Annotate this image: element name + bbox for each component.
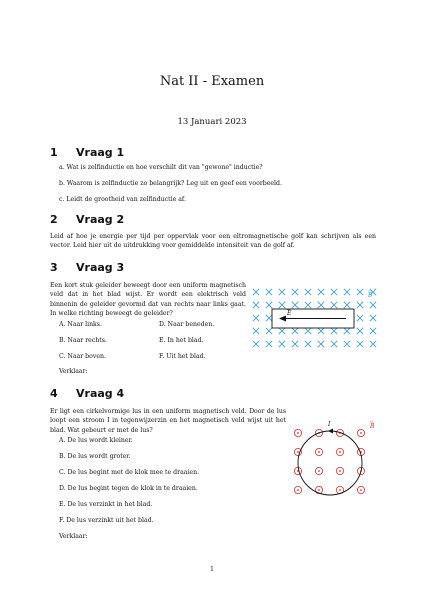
field-cross bbox=[292, 302, 298, 308]
question-1c: c. Leidt de grootheid van zelfinductie af. bbox=[59, 196, 186, 203]
field-cross bbox=[344, 289, 350, 295]
section-4-heading: 4 Vraag 4 bbox=[50, 387, 125, 400]
field-dot-center bbox=[297, 489, 299, 491]
figure-field-into-page bbox=[250, 286, 380, 352]
field-cross bbox=[331, 328, 337, 334]
b-field-label-3: B bbox=[368, 292, 373, 299]
field-cross bbox=[357, 315, 363, 321]
option-4d: D. De lus begint tegen de klok in te draaien. bbox=[59, 485, 198, 492]
option-4a: A. De lus wordt kleiner. bbox=[59, 437, 133, 444]
section-1-heading: 1 Vraag 1 bbox=[50, 146, 125, 159]
field-cross bbox=[266, 315, 272, 321]
current-loop bbox=[298, 431, 362, 495]
field-cross bbox=[266, 341, 272, 347]
page-number: 1 bbox=[210, 566, 214, 573]
explain-4: Verklaar: bbox=[59, 533, 88, 540]
field-cross bbox=[292, 328, 298, 334]
field-cross bbox=[331, 341, 337, 347]
field-cross bbox=[344, 341, 350, 347]
field-cross bbox=[370, 302, 376, 308]
option-3b: B. Naar rechts. bbox=[59, 337, 107, 344]
b-field-label-4: B bbox=[370, 423, 375, 430]
field-dot-center bbox=[318, 470, 320, 472]
option-4f: F. De lus verzinkt uit het blad. bbox=[59, 517, 154, 524]
field-dot-center bbox=[297, 432, 299, 434]
field-cross bbox=[253, 289, 259, 295]
page-title: Nat II - Examen bbox=[159, 74, 265, 89]
field-cross bbox=[253, 328, 259, 334]
question-1a: a. Wat is zelfinductie en hoe verschilt dit van "gewone" inductie? bbox=[59, 164, 263, 171]
field-cross bbox=[305, 341, 311, 347]
field-dot-center bbox=[318, 451, 320, 453]
field-cross bbox=[357, 289, 363, 295]
current-arrowhead bbox=[328, 429, 333, 434]
field-cross bbox=[357, 341, 363, 347]
field-cross bbox=[318, 289, 324, 295]
field-cross bbox=[292, 289, 298, 295]
field-dot-center bbox=[360, 489, 362, 491]
exam-date: 13 Januari 2023 bbox=[177, 117, 247, 127]
explain-3: Verklaar: bbox=[59, 368, 88, 375]
field-dot-center bbox=[297, 451, 299, 453]
field-dot-center bbox=[318, 489, 320, 491]
field-dot-center bbox=[339, 451, 341, 453]
field-cross bbox=[279, 289, 285, 295]
field-cross bbox=[305, 289, 311, 295]
field-dot-center bbox=[360, 432, 362, 434]
field-cross bbox=[305, 302, 311, 308]
field-cross bbox=[253, 341, 259, 347]
field-cross bbox=[370, 315, 376, 321]
option-4b: B. De lus wordt groter. bbox=[59, 453, 131, 460]
field-dot-center bbox=[339, 470, 341, 472]
field-cross bbox=[253, 315, 259, 321]
option-3d: D. Naar beneden. bbox=[159, 321, 215, 328]
field-cross bbox=[292, 341, 298, 347]
question-1b: b. Waarom is zelfinductie zo belangrijk? Leg uit en geef een voorbeeld. bbox=[59, 180, 282, 187]
question-4-text: Er ligt een cirkelvormige lus in een uniform magnetisch veld. Door de lus loopt een stroom I in tegenwijzerzin en het magnetisch veld wijst uit het blad. Wat gebeurt er met de lus? bbox=[50, 408, 286, 434]
field-cross bbox=[370, 328, 376, 334]
field-cross bbox=[318, 341, 324, 347]
field-cross bbox=[318, 328, 324, 334]
field-cross bbox=[357, 302, 363, 308]
question-2-text: Leid af hoe je energie per tijd per oppervlak voor een eltromagnetische golf kan schrijven als een vector. Leid hier uit de uitdrukking voor gemiddelde intensiteit van de golf af. bbox=[50, 233, 376, 250]
figure-field-out-of-page bbox=[288, 408, 378, 500]
field-cross bbox=[279, 302, 285, 308]
field-cross bbox=[344, 302, 350, 308]
option-3f: F. Uit het blad. bbox=[159, 353, 206, 360]
option-3e: E. In het blad. bbox=[159, 337, 204, 344]
field-cross bbox=[266, 302, 272, 308]
section-3-heading: 3 Vraag 3 bbox=[50, 261, 125, 274]
field-cross bbox=[266, 289, 272, 295]
option-3a: A. Naar links. bbox=[59, 321, 102, 328]
field-cross bbox=[357, 328, 363, 334]
option-4c: C. De lus begint met de klok mee te draaien. bbox=[59, 469, 200, 476]
field-cross bbox=[370, 341, 376, 347]
current-label: I bbox=[328, 421, 331, 428]
field-cross bbox=[331, 289, 337, 295]
option-3c: C. Naar boven. bbox=[59, 353, 106, 360]
question-3-text: Een kort stuk geleider beweegt door een uniform magnetisch veld dat in het blad wijst. Er wordt een elektrisch veld binnenin de geleider gevormd dat van rechts naar links gaat. In welke richting beweegt de geleider? bbox=[50, 282, 246, 318]
field-cross bbox=[318, 302, 324, 308]
field-cross bbox=[253, 302, 259, 308]
field-cross bbox=[279, 328, 285, 334]
field-cross bbox=[279, 341, 285, 347]
field-cross bbox=[305, 328, 311, 334]
e-field-label: E bbox=[287, 310, 292, 317]
option-4e: E. De lus verzinkt in het blad. bbox=[59, 501, 153, 508]
section-2-heading: 2 Vraag 2 bbox=[50, 213, 125, 226]
field-cross bbox=[331, 302, 337, 308]
field-cross bbox=[344, 328, 350, 334]
field-dot-center bbox=[339, 489, 341, 491]
field-cross bbox=[266, 328, 272, 334]
